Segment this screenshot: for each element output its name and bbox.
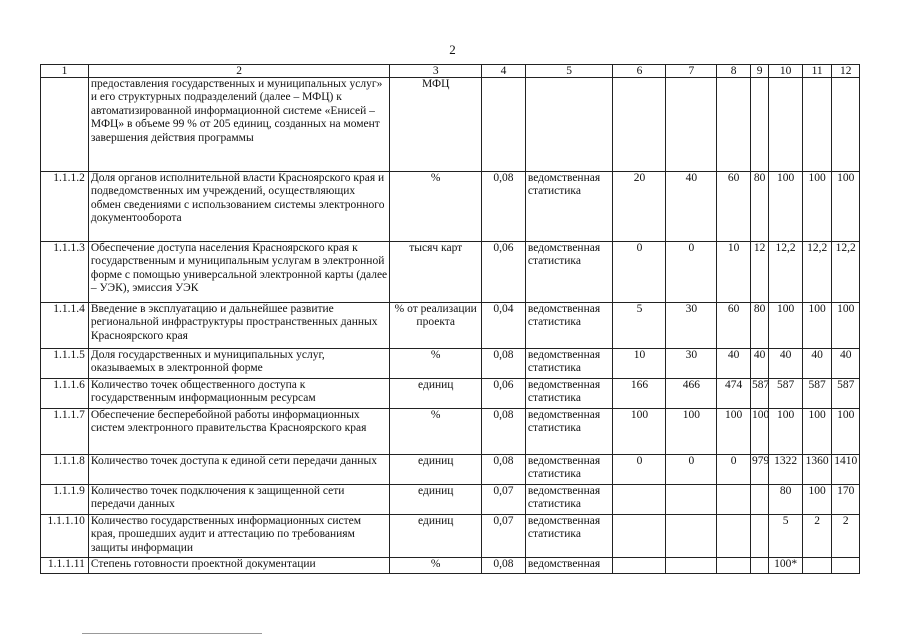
value-cell: 10	[613, 349, 666, 379]
value-cell: 12,2	[832, 242, 860, 303]
row-number: 1.1.1.5	[41, 349, 89, 379]
value-cell: 12,2	[802, 242, 832, 303]
data-source: ведомственная статистика	[525, 172, 613, 242]
value-cell: 12,2	[769, 242, 803, 303]
value-cell: 100	[769, 303, 803, 349]
value-cell: 2	[832, 515, 860, 558]
column-number: 10	[769, 65, 803, 78]
indicator-name: Степень готовности проектной документации	[88, 558, 390, 574]
data-source: ведомственная статистика	[525, 455, 613, 485]
value-cell: 100	[717, 409, 751, 455]
value-cell	[802, 78, 832, 172]
value-cell	[832, 78, 860, 172]
row-number: 1.1.1.7	[41, 409, 89, 455]
value-cell: 100	[750, 409, 768, 455]
weight: 0,06	[482, 242, 526, 303]
table-row	[41, 455, 860, 485]
unit: % от реализации проекта	[390, 303, 482, 349]
data-source: ведомственная статистика	[525, 409, 613, 455]
value-cell: 166	[613, 379, 666, 409]
value-cell: 40	[666, 172, 717, 242]
value-cell: 170	[832, 485, 860, 515]
indicators-table	[40, 64, 860, 574]
indicator-name: Количество государственных информационных систем края, прошедших аудит и аттестацию по требованиям защиты информации	[88, 515, 390, 558]
column-number: 12	[832, 65, 860, 78]
data-source: ведомственная статистика	[525, 485, 613, 515]
column-number: 5	[525, 65, 613, 78]
value-cell: 80	[769, 485, 803, 515]
data-source: ведомственная	[525, 558, 613, 574]
value-cell: 20	[613, 172, 666, 242]
value-cell	[750, 78, 768, 172]
value-cell: 587	[802, 379, 832, 409]
row-number	[41, 78, 89, 172]
value-cell: 30	[666, 303, 717, 349]
column-number: 7	[666, 65, 717, 78]
value-cell: 0	[666, 242, 717, 303]
value-cell: 1410	[832, 455, 860, 485]
value-cell: 0	[613, 242, 666, 303]
unit: единиц	[390, 485, 482, 515]
value-cell: 5	[769, 515, 803, 558]
data-source: ведомственная статистика	[525, 242, 613, 303]
column-number: 6	[613, 65, 666, 78]
value-cell: 60	[717, 303, 751, 349]
weight: 0,08	[482, 172, 526, 242]
value-cell	[666, 515, 717, 558]
value-cell: 100	[613, 409, 666, 455]
unit: единиц	[390, 455, 482, 485]
value-cell: 587	[832, 379, 860, 409]
row-number: 1.1.1.6	[41, 379, 89, 409]
value-cell	[613, 78, 666, 172]
indicator-name: Доля государственных и муниципальных услуг, оказываемых в электронной форме	[88, 349, 390, 379]
value-cell: 40	[769, 349, 803, 379]
value-cell: 100	[802, 303, 832, 349]
row-number: 1.1.1.8	[41, 455, 89, 485]
value-cell	[802, 558, 832, 574]
value-cell: 5	[613, 303, 666, 349]
value-cell: 100	[832, 409, 860, 455]
column-number: 8	[717, 65, 751, 78]
value-cell: 587	[769, 379, 803, 409]
value-cell: 587	[750, 379, 768, 409]
value-cell	[750, 558, 768, 574]
indicator-name: Доля органов исполнительной власти Красноярского края и подведомственных им учреждений, осуществляющих обмен сведениями с использованием системы электронного документооборота	[88, 172, 390, 242]
table-row	[41, 349, 860, 379]
value-cell: 466	[666, 379, 717, 409]
value-cell: 100	[832, 172, 860, 242]
value-cell	[613, 485, 666, 515]
value-cell	[750, 515, 768, 558]
column-number: 1	[41, 65, 89, 78]
value-cell	[666, 78, 717, 172]
value-cell	[832, 558, 860, 574]
indicator-name: Количество точек подключения к защищенной сети передачи данных	[88, 485, 390, 515]
value-cell: 40	[750, 349, 768, 379]
unit: %	[390, 172, 482, 242]
column-number: 11	[802, 65, 832, 78]
value-cell: 100	[802, 172, 832, 242]
indicator-name: предоставления государственных и муниципальных услуг» и его структурных подразделений (далее – МФЦ) к автоматизированной информационной системе «Енисей – МФЦ» в объеме 99 % от 205 единиц, созданных на момент завершения действия программы	[88, 78, 390, 172]
row-number: 1.1.1.9	[41, 485, 89, 515]
table-row	[41, 558, 860, 574]
value-cell: 0	[666, 455, 717, 485]
data-source: ведомственная статистика	[525, 303, 613, 349]
unit: %	[390, 558, 482, 574]
weight: 0,08	[482, 455, 526, 485]
value-cell: 40	[802, 349, 832, 379]
unit: МФЦ	[390, 78, 482, 172]
weight: 0,08	[482, 558, 526, 574]
value-cell: 100	[802, 409, 832, 455]
table-row	[41, 485, 860, 515]
table-row	[41, 172, 860, 242]
row-number: 1.1.1.3	[41, 242, 89, 303]
column-number: 3	[390, 65, 482, 78]
weight: 0,08	[482, 409, 526, 455]
weight	[482, 78, 526, 172]
row-number: 1.1.1.2	[41, 172, 89, 242]
table-row	[41, 303, 860, 349]
value-cell	[666, 558, 717, 574]
value-cell: 100	[832, 303, 860, 349]
table-row	[41, 515, 860, 558]
value-cell	[666, 485, 717, 515]
weight: 0,07	[482, 485, 526, 515]
value-cell	[613, 515, 666, 558]
column-number: 2	[88, 65, 390, 78]
value-cell: 80	[750, 303, 768, 349]
indicator-name: Обеспечение бесперебойной работы информационных систем электронного правительства Красноярского края	[88, 409, 390, 455]
value-cell	[717, 485, 751, 515]
value-cell: 10	[717, 242, 751, 303]
table-row	[41, 379, 860, 409]
table-row	[41, 409, 860, 455]
value-cell: 30	[666, 349, 717, 379]
value-cell: 100*	[769, 558, 803, 574]
value-cell: 0	[717, 455, 751, 485]
value-cell: 12	[750, 242, 768, 303]
value-cell: 40	[717, 349, 751, 379]
value-cell	[769, 78, 803, 172]
data-source: ведомственная статистика	[525, 515, 613, 558]
weight: 0,07	[482, 515, 526, 558]
data-source	[525, 78, 613, 172]
value-cell: 60	[717, 172, 751, 242]
value-cell	[717, 558, 751, 574]
unit: тысяч карт	[390, 242, 482, 303]
weight: 0,04	[482, 303, 526, 349]
weight: 0,06	[482, 379, 526, 409]
unit: единиц	[390, 515, 482, 558]
unit: единиц	[390, 379, 482, 409]
value-cell	[613, 558, 666, 574]
value-cell	[750, 485, 768, 515]
weight: 0,08	[482, 349, 526, 379]
unit: %	[390, 349, 482, 379]
value-cell: 474	[717, 379, 751, 409]
page-number: 2	[449, 42, 456, 57]
indicator-name: Обеспечение доступа населения Красноярского края к государственным и муниципальным услугам в электронной форме с помощью универсальной электронной карты (далее – УЭК), эмиссия УЭК	[88, 242, 390, 303]
indicator-name: Количество точек общественного доступа к государственным информационным ресурсам	[88, 379, 390, 409]
value-cell: 80	[750, 172, 768, 242]
value-cell: 1322	[769, 455, 803, 485]
table-row	[41, 78, 860, 172]
row-number: 1.1.1.11	[41, 558, 89, 574]
unit: %	[390, 409, 482, 455]
row-number: 1.1.1.10	[41, 515, 89, 558]
footnote-separator	[82, 633, 262, 634]
value-cell: 2	[802, 515, 832, 558]
column-number: 9	[750, 65, 768, 78]
column-number: 4	[482, 65, 526, 78]
indicator-name: Введение в эксплуатацию и дальнейшее развитие региональной инфраструктуры пространственных данных Красноярского края	[88, 303, 390, 349]
value-cell	[717, 78, 751, 172]
value-cell: 1360	[802, 455, 832, 485]
data-source: ведомственная статистика	[525, 379, 613, 409]
value-cell: 100	[802, 485, 832, 515]
header-row	[41, 65, 860, 78]
value-cell: 0	[613, 455, 666, 485]
value-cell: 100	[769, 409, 803, 455]
indicator-name: Количество точек доступа к единой сети передачи данных	[88, 455, 390, 485]
value-cell	[717, 515, 751, 558]
value-cell: 979	[750, 455, 768, 485]
table-row	[41, 242, 860, 303]
data-source: ведомственная статистика	[525, 349, 613, 379]
value-cell: 40	[832, 349, 860, 379]
row-number: 1.1.1.4	[41, 303, 89, 349]
value-cell: 100	[769, 172, 803, 242]
value-cell: 100	[666, 409, 717, 455]
